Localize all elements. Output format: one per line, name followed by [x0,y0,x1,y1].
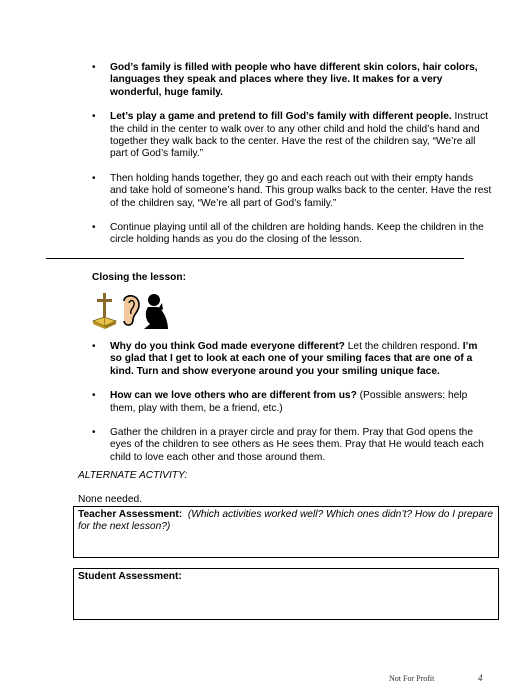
student-assessment-box [73,568,499,620]
list-item [92,390,492,415]
bullet-icon: • [92,111,96,123]
bullet-icon: • [92,390,96,402]
item-text: (Possible answers: help them, play with them, be a friend, etc.) [110,390,468,414]
item-text: Continue playing until all of the children are holding hands. Keep the children in the circle holding hands as you do the closing of the lesson. [110,222,484,246]
bullet-icon: • [92,62,96,73]
list-item [92,173,492,210]
item-bold-text: Let’s play a game and pretend to fill God’s family with different people. [110,111,452,123]
item-text: Instruct the child in the center to walk over to any other child and hold the child’s hand and together they walk back to the center. Have the rest of the children say, “We’re all part of God’s family.” [110,111,488,160]
list-item [92,222,492,247]
alternate-activity-heading: ALTERNATE ACTIVITY: [78,470,188,481]
closing-heading-text: Closing the lesson: [92,272,186,283]
closing-list [92,341,492,464]
item-text: Gather the children in a prayer circle and pray for them. Pray that God opens the eyes of the children to see others as He sees them. Pray that He would teach each child to love each other and those around them. [110,427,484,463]
bullet-icon: • [92,341,96,352]
cross-bible-icon [93,293,116,329]
list-item [92,341,492,378]
praying-child-icon [144,294,168,329]
ear-icon [124,296,139,325]
footer-text: Not For Profit [389,674,435,683]
closing-heading [92,272,186,284]
bullet-icon: • [92,222,96,234]
item-text: Let the children respond. [344,341,463,352]
list-item [92,111,492,161]
item-bold-text: Why do you think God made everyone different? [110,341,345,352]
lesson-icons [92,291,172,333]
alternate-activity-text: None needed. [78,494,143,505]
item-bold-text: God’s family is filled with people who have different skin colors, hair colors, languages they speak and places where they live. It makes for a very wonderful, huge family. [110,62,478,98]
bullet-icon: • [92,172,96,184]
item-text: Then holding hands together, they go and each reach out with their empty hands and take hold of someone’s hand. This group walks back to the center. Have the rest of the children say, “We’re all part of God’s family.” [110,172,492,209]
teacher-assessment-label: Teacher Assessment: [78,509,183,520]
icons-svg [92,291,172,333]
list-item [92,427,492,464]
page-number: 4 [478,673,483,683]
instruction-list [92,62,492,247]
item-bold-text: I’m so glad that I get to look at each one of your smiling faces that are one of a kind. Turn and show everyone around you your smiling unique face. [110,341,478,377]
bullet-icon: • [92,427,96,439]
teacher-assessment-box [73,506,499,558]
list-item [92,62,492,99]
student-assessment-label: Student Assessment: [78,571,182,582]
item-bold-text: How can we love others who are different from us? [110,390,357,402]
teacher-assessment-prompt: (Which activities worked well? Which ones didn’t? How do I prepare for the next lesson?) [78,509,494,533]
section-divider [46,258,464,259]
